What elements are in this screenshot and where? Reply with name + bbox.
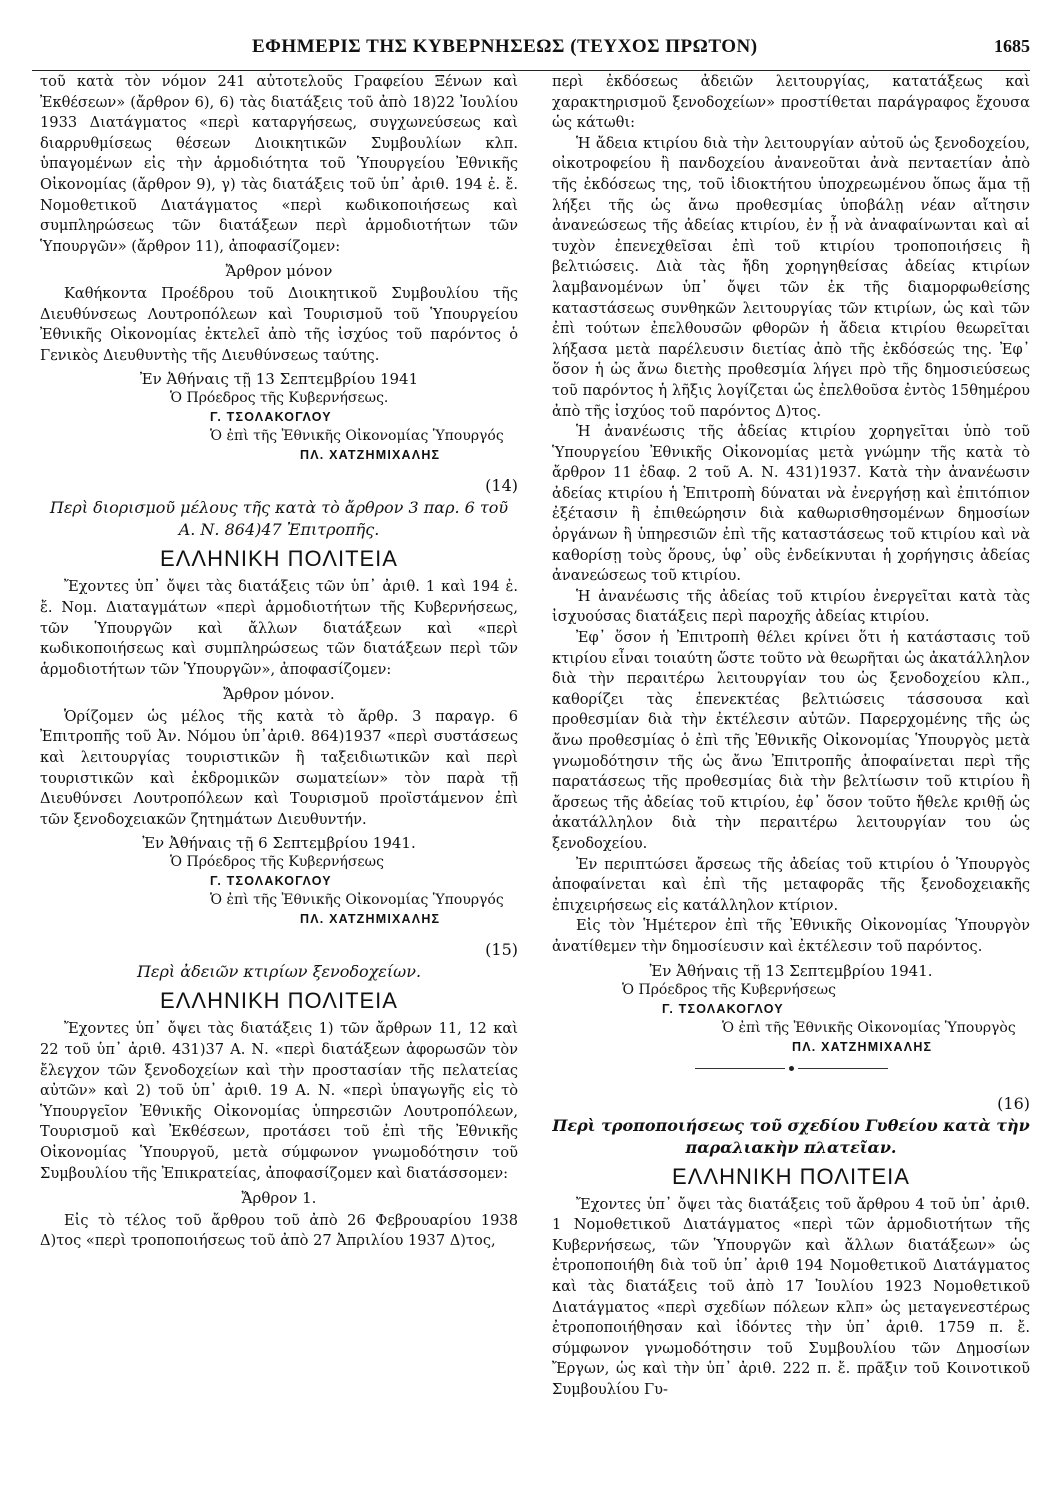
intro-paragraph: τοῦ κατὰ τὸν νόμον 241 αὐτοτελοῦς Γραφείου Ξένων καὶ Ἐκθέσεων» (ἄρθρον 6), 6) τὰς διατάξεις τοῦ ἀπὸ 18)22 Ἰουλίου 1933 Διατάγματος «περὶ καταργήσεως, συγχωνεύσεως καὶ διαρρυθμίσεως θέσεων Διοικητικῶν Συμβουλίων κλπ. ὑπαγομένων εἰς τὴν ἁρμοδιότητα τοῦ Ὑπουργείου Ἐθνικῆς Οἰκονομίας (ἄρθρον 9), γ) τὰς διατάξεις τοῦ ὑπ᾽ ἀριθ. 194 ἐ. ἔ. Νομοθετικοῦ Διατάγματος «περὶ κωδικοποιήσεως καὶ συμπληρώσεως τῶν διατάξεων περὶ ἁρμοδιοτήτων τῶν Ὑπουργῶν» (ἄρθρον 11), ἀποφασίζομεν: bbox=[40, 73, 518, 255]
date-line: Ἐν Ἀθήναις τῇ 13 Σεπτεμβρίου 1941 bbox=[139, 370, 419, 389]
decree-number: (16) bbox=[997, 1093, 1030, 1113]
page-header bbox=[32, 36, 1030, 71]
president-title: Ὁ Πρόεδρος τῆς Κυβερνήσεως. bbox=[170, 390, 389, 407]
decree-title: Περὶ τροποποιήσεως τοῦ σχεδίου Γυθείου κατὰ τὴν παραλιακὴν πλατεῖαν. bbox=[552, 1115, 1030, 1157]
paragraph: Ἡ ἀνανέωσις τῆς ἀδείας κτιρίου χορηγεῖται ὑπὸ τοῦ Ὑπουργείου Ἐθνικῆς Οἰκονομίας μετὰ γνώμην τῆς κατὰ τὸ ἄρθρον 11 ἐδαφ. 2 τοῦ Α. Ν. 431)1937. Κατὰ τὴν ἀνανέωσιν ἀδείας κτιρίου ἡ Ἐπιτροπὴ δύναται νὰ ἐνεργήσῃ καὶ ἐπιτόπιον ἐξέτασιν ἢ ἐπιθεώρησιν διὰ καθωρισθησομένων δημοσίων ὀργάνων ἢ ὑπηρεσιῶν ἐπὶ τῆς καταστάσεως τοῦ κτιρίου καὶ νὰ καθορίσῃ τοὺς ὅρους, ὑφ᾽ οὓς ἐνδείκνυται ἡ χορήγησις ἀδείας ἀνανεώσεως τοῦ κτιρίου. bbox=[552, 423, 1030, 585]
president-name: Γ. ΤΣΟΛΑΚΟΓΛΟΥ bbox=[210, 410, 332, 425]
article-text: Ὁρίζομεν ὡς μέλος τῆς κατὰ τὸ ἄρθρ. 3 παραγρ. 6 Ἐπιτροπῆς τοῦ Ἀν. Νόμου ὑπ᾽ἀριθ. 864)1937 «περὶ συστάσεως καὶ λειτουργίας τουριστικῶν ἢ ταξειδιωτικῶν καὶ περὶ τουριστικῶν καὶ ἐκδρομικῶν σωματείων» τὸν παρὰ τῇ Διευθύνσει Λουτροπόλεων καὶ Τουρισμοῦ προϊστάμενον ἐπὶ τῶν ξενοδοχειακῶν ζητημάτων Διευθυντήν. bbox=[40, 707, 518, 828]
article-text: Καθήκοντα Προέδρου τοῦ Διοικητικοῦ Συμβουλίου τῆς Διευθύνσεως Λουτροπόλεων καὶ Τουρισμοῦ τοῦ Ὑπουργείου Ἐθνικῆς Οἰκονομίας ἐκτελεῖ ἀπὸ τῆς ἰσχύος τοῦ παρόντος ὁ Γενικὸς Διευθυντὴς τῆς Διευθύνσεως ταύτης. bbox=[40, 284, 518, 364]
paragraph: Ἡ ἀνανέωσις τῆς ἀδείας τοῦ κτιρίου ἐνεργεῖται κατὰ τὰς ἰσχυούσας διατάξεις περὶ παροχῆς ἀδείας κτιρίου. bbox=[552, 587, 1030, 626]
continuation-paragraph: περὶ ἐκδόσεως ἀδειῶν λειτουργίας, κατατάξεως καὶ χαρακτηρισμοῦ ξενοδοχείων» προστίθεται παράγραφος ἔχουσα ὡς κάτωθι: bbox=[552, 73, 1030, 132]
paragraph: Ἡ ἄδεια κτιρίου διὰ τὴν λειτουργίαν αὐτοῦ ὡς ξενοδοχείου, οἰκοτροφείου ἢ πανδοχείου ἀνανεοῦται ἀνὰ πενταετίαν ἀπὸ τῆς ἐκδόσεως της, τοῦ ἰδιοκτήτου ὑποχρεωμένου ὅπως ἅμα τῇ λήξει τῆς ὡς ἄνω προθεσμίας ὑποβάλῃ νέαν αἴτησιν ἀνανεώσεως τῆς ἀδείας κτιρίου, ἐν ᾗ νὰ ἀναφαίνωνται καὶ αἱ τυχὸν ἐπενεχθεῖσαι ἐπὶ τοῦ κτιρίου τροποποιήσεις ἢ βελτιώσεις. Διὰ τὰς ἤδη χορηγηθείσας ἀδείας κτιρίων λαμβανομένων ὑπ᾽ ὄψει τῶν ἐκ τῆς διαμορφωθείσης καταστάσεως συνθηκῶν λειτουργίας τῶν κτιρίων, ὡς καὶ τῶν ἐπὶ τούτων ἐπελθουσῶν φθορῶν ἡ ἄδεια κτιρίου θεωρεῖται λήξασα μετὰ παρέλευσιν διετίας ἀπὸ τῆς ἐκδόσεώς της. Ἐφ᾽ ὅσον ἡ ὡς ἄνω διετὴς προθεσμία λήγει πρὸ τῆς δημοσιεύσεως τοῦ παρόντος ἡ λῆξις λογίζεται ὡς ἐπελθοῦσα ἐντὸς 15θημέρου ἀπὸ τῆς ἰσχύος τοῦ παρόντος Δ)τος. bbox=[552, 134, 1030, 420]
decree-number: (14) bbox=[485, 476, 518, 496]
paragraph: Ἐν περιπτώσει ἄρσεως τῆς ἀδείας τοῦ κτιρίου ὁ Ὑπουργὸς ἀποφαίνεται καὶ ἐπὶ τῆς μεταφορᾶς τῆς ξενοδοχειακῆς ἐπιχειρήσεως εἰς κατάλληλον κτίριον. bbox=[552, 855, 1030, 914]
minister-name: ΠΛ. ΧΑΤΖΗΜΙΧΑΛΗΣ bbox=[300, 448, 441, 463]
page-number: 1685 bbox=[994, 36, 1030, 56]
minister-name: ΠΛ. ΧΑΤΖΗΜΙΧΑΛΗΣ bbox=[300, 912, 441, 927]
right-column bbox=[552, 72, 1030, 1400]
minister-name: ΠΛ. ΧΑΤΖΗΜΙΧΑΛΗΣ bbox=[792, 1039, 933, 1054]
state-title: ΕΛΛΗΝΙΚΗ ΠΟΛΙΤΕΙΑ bbox=[160, 988, 398, 1014]
decree-preamble: Ἔχοντες ὑπ᾽ ὄψει τὰς διατάξεις 1) τῶν ἄρθρων 11, 12 καὶ 22 τοῦ ὑπ᾽ ἀριθ. 431)37 Α. Ν. «περὶ διατάξεων ἀφορωσῶν τὸν ἔλεγχον τῶν ξενοδοχείων καὶ τὴν προστασίαν τῆς πελατείας αὐτῶν» καὶ 2) τοῦ ὑπ᾽ ἀριθ. 19 Α. Ν. «περὶ ὑπαγωγῆς εἰς τὸ Ὑπουργεῖον Ἐθνικῆς Οἰκονομίας ὑπηρεσιῶν Λουτροπόλεων, Τουρισμοῦ καὶ Ἐκθέσεων, προτάσει τοῦ ἐπὶ τῆς Ἐθνικῆς Οἰκονομίας Ὑπουργοῦ, μετὰ σύμφωνον γνωμοδότησιν τοῦ Συμβουλίου τῆς Ἐπικρατείας, ἀποφασίζομεν καὶ διατάσσομεν: bbox=[40, 1020, 518, 1182]
minister-title: Ὁ ἐπὶ τῆς Ἐθνικῆς Οἰκονομίας Ὑπουργός bbox=[210, 892, 504, 909]
section-divider bbox=[552, 1061, 1030, 1075]
president-title: Ὁ Πρόεδρος τῆς Κυβερνήσεως bbox=[622, 981, 836, 998]
date-line: Ἐν Ἀθήναις τῇ 6 Σεπτεμβρίου 1941. bbox=[142, 834, 416, 853]
date-line: Ἐν Ἀθήναις τῇ 13 Σεπτεμβρίου 1941. bbox=[649, 961, 933, 980]
left-column bbox=[40, 72, 518, 1252]
article-heading: Ἄρθρον μόνον bbox=[225, 262, 333, 281]
decree-number: (15) bbox=[485, 940, 518, 960]
president-name: Γ. ΤΣΟΛΑΚΟΓΛΟΥ bbox=[662, 1001, 784, 1016]
minister-title: Ὁ ἐπὶ τῆς Ἐθνικῆς Οἰκονομίας Ὑπουργὸς bbox=[722, 1019, 1016, 1036]
article-heading: Ἄρθρον 1. bbox=[241, 1189, 317, 1208]
gazette-title: ΕΦΗΜΕΡΙΣ ΤΗΣ ΚΥΒΕΡΝΗΣΕΩΣ (ΤΕΥΧΟΣ ΠΡΩΤΟΝ) bbox=[252, 36, 758, 57]
state-title: ΕΛΛΗΝΙΚΗ ΠΟΛΙΤΕΙΑ bbox=[672, 1163, 910, 1189]
president-name: Γ. ΤΣΟΛΑΚΟΓΛΟΥ bbox=[210, 874, 332, 889]
paragraph: Ἐφ᾽ ὅσον ἡ Ἐπιτροπὴ θέλει κρίνει ὅτι ἡ κατάστασις τοῦ κτιρίου εἶναι τοιαύτη ὥστε τοῦτο νὰ θεωρῆται ὡς ἀκατάλληλον διὰ τὴν περαιτέρω λειτουργίαν του ὡς ξενοδοχείου κλπ., καθορίζει τὰς ἐπενεκτέας βελτιώσεις τάσσουσα καὶ προθεσμίαν διὰ τὴν ἐκτέλεσιν αὐτῶν. Παρερχομένης τῆς ὡς ἄνω προθεσμίας ὁ ἐπὶ τῆς Ἐθνικῆς Οἰκονομίας Ὑπουργὸς μετὰ γνωμοδότησιν τῆς ὡς ἄνω Ἐπιτροπῆς ἀποφαίνεται περὶ τῆς παρατάσεως τῆς προθεσμίας διὰ τὴν βελτίωσιν τοῦ κτιρίου ἢ ἄρσεως τῆς ἀδείας τοῦ κτιρίου, ἐφ᾽ ὅσον τοῦτο ἤθελε κριθῇ ὡς ἀκατάλληλον διὰ τὴν περαιτέρω λειτουργίαν του ὡς ξενοδοχείου. bbox=[552, 629, 1030, 852]
decree-title: Περὶ διορισμοῦ μέλους τῆς κατὰ τὸ ἄρθρον 3 παρ. 6 τοῦ Α. Ν. 864)47 Ἐπιτροπῆς. bbox=[49, 498, 509, 540]
paragraph: Εἰς τὸν Ἡμέτερον ἐπὶ τῆς Ἐθνικῆς Οἰκονομίας Ὑπουργὸν ἀνατίθεμεν τὴν δημοσίευσιν καὶ ἐκτέλεσιν τοῦ παρόντος. bbox=[552, 917, 1030, 955]
state-title: ΕΛΛΗΝΙΚΗ ΠΟΛΙΤΕΙΑ bbox=[160, 546, 398, 572]
article-text: Εἰς τὸ τέλος τοῦ ἄρθρου τοῦ ἀπὸ 26 Φεβρουαρίου 1938 Δ)τος «περὶ τροποποιήσεως τοῦ ἀπὸ 27 Ἀπριλίου 1937 Δ)τος, bbox=[40, 1211, 518, 1250]
article-heading: Ἄρθρον μόνον. bbox=[223, 685, 335, 704]
decree-preamble: Ἔχοντες ὑπ᾽ ὄψει τὰς διατάξεις τῶν ὑπ᾽ ἀριθ. 1 καὶ 194 ἐ. ἔ. Νομ. Διαταγμάτων «περὶ ἁρμοδιοτήτων τῆς Κυβερνήσεως, τῶν Ὑπουργῶν καὶ ἄλλων διατάξεων καὶ «περὶ κωδικοποιήσεως καὶ συμπληρώσεως τῶν διατάξεων περὶ τῶν ἁρμοδιοτήτων τῶν Ὑπουργῶν», ἀποφασίζομεν: bbox=[40, 578, 518, 678]
president-title: Ὁ Πρόεδρος τῆς Κυβερνήσεως bbox=[170, 854, 384, 871]
minister-title: Ὁ ἐπὶ τῆς Ἐθνικῆς Οἰκονομίας Ὑπουργός bbox=[210, 428, 504, 445]
decree-preamble: Ἔχοντες ὑπ᾽ ὄψει τὰς διατάξεις τοῦ ἄρθρου 4 τοῦ ὑπ᾽ ἀριθ. 1 Νομοθετικοῦ Διατάγματος «περὶ τῶν ἁρμοδιοτήτων τῆς Κυβερνήσεως, τῶν Ὑπουργῶν καὶ ἄλλων διατάξεων» ὡς ἐτροποποιήθη διὰ τοῦ ὑπ᾽ ἀριθ 194 Νομοθετικοῦ Διατάγματος καὶ τὰς διατάξεις τοῦ ἀπὸ 17 Ἰουλίου 1923 Νομοθετικοῦ Διατάγματος «περὶ σχεδίων πόλεων κλπ» ὡς μεταγενεστέρως ἐτροποποιήθησαν καὶ ἰδόντες τὴν ὑπ᾽ ἀριθ. 1759 π. ἔ. σύμφωνον γνωμοδότησιν τοῦ Συμβουλίου τῶν Δημοσίων Ἔργων, ὡς καὶ τὴν ὑπ᾽ ἀριθ. 222 π. ἔ. πρᾶξιν τοῦ Κοινοτικοῦ Συμβουλίου Γυ- bbox=[552, 1195, 1030, 1398]
decree-title: Περὶ ἀδειῶν κτιρίων ξενοδοχείων. bbox=[136, 962, 422, 982]
